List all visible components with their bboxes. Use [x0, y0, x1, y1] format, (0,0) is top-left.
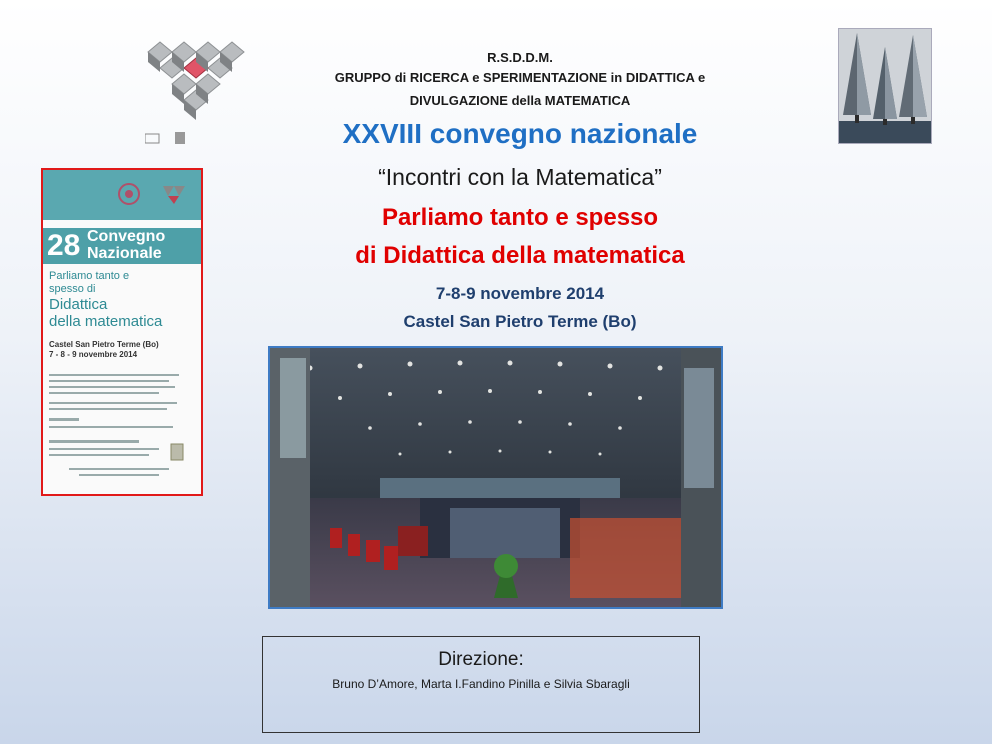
- poster-dates: 7 - 8 - 9 novembre 2014: [49, 350, 138, 359]
- poster-heading2: Nazionale: [87, 245, 162, 262]
- direction-title: Direzione:: [438, 649, 524, 670]
- org-acronym: R.S.D.D.M.: [487, 50, 553, 65]
- direction-box: [262, 636, 700, 733]
- rsddm-cubes-logo: [138, 32, 250, 128]
- theme-line2: di Didattica della matematica: [355, 242, 685, 269]
- conference-hall-photo: [268, 346, 723, 609]
- org-name-line2: DIVULGAZIONE della MATEMATICA: [409, 93, 631, 108]
- org-name-line1: GRUPPO di RICERCA e SPERIMENTAZIONE in DIDATTICA e: [334, 70, 706, 85]
- poster-line2: spesso di: [49, 283, 96, 295]
- poster-line1: Parliamo tanto e: [49, 270, 130, 282]
- trees-artwork: [838, 28, 932, 144]
- event-place: Castel San Pietro Terme (Bo): [403, 312, 637, 331]
- page-subtitle: “Incontri con la Matematica”: [378, 164, 662, 190]
- event-dates: 7-8-9 novembre 2014: [435, 284, 605, 303]
- poster-line4: della matematica: [49, 313, 163, 330]
- poster-fine-print: [49, 366, 193, 486]
- conference-poster: [41, 168, 203, 496]
- page-title: XXVIII convegno nazionale: [342, 118, 698, 149]
- poster-heading1: Convegno: [87, 228, 166, 245]
- poster-line3: Didattica: [49, 296, 108, 313]
- poster-number: 28: [47, 229, 81, 262]
- direction-names: Bruno D’Amore, Marta I.Fandino Pinilla e Silvia Sbaragli: [332, 677, 630, 691]
- poster-cubes-logo: [161, 182, 187, 206]
- poster-seal-logo: [117, 182, 141, 206]
- poster-location: Castel San Pietro Terme (Bo): [49, 340, 159, 349]
- small-logos: [145, 130, 195, 146]
- theme-line1: Parliamo tanto e spesso: [381, 204, 659, 231]
